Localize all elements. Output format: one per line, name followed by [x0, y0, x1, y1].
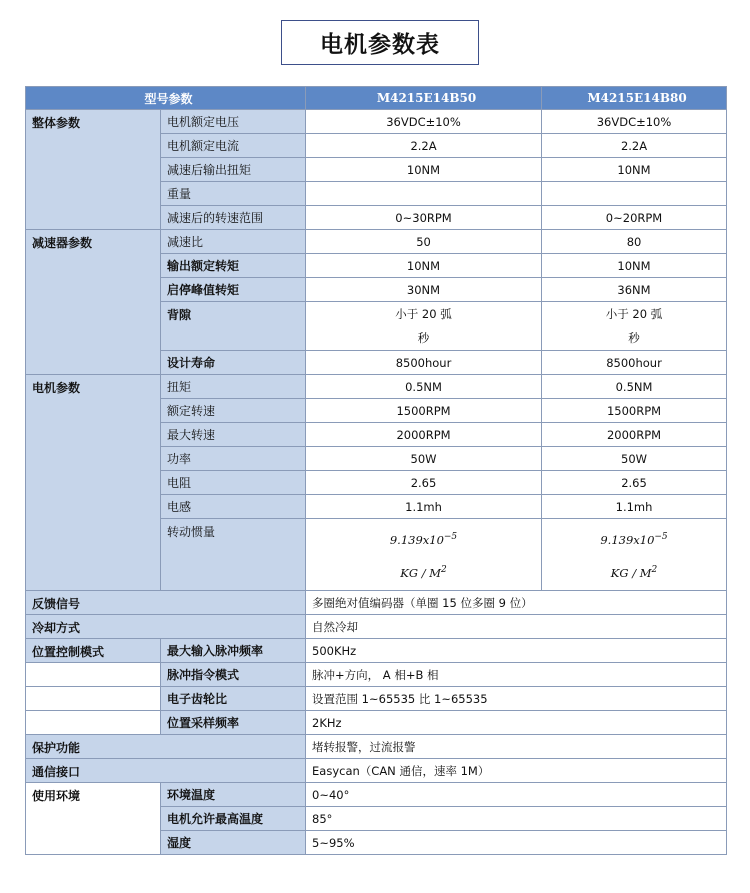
row-label: 重量 [161, 182, 306, 206]
row-label: 减速比 [161, 230, 306, 254]
row-value: 2KHz [306, 711, 727, 735]
inertia-unit-exponent: 2 [441, 564, 447, 575]
inertia-base: 9.139x10 [600, 532, 655, 547]
group-reducer: 减速器参数 [26, 230, 161, 375]
row-label: 功率 [161, 447, 306, 471]
row-label: 扭矩 [161, 375, 306, 399]
value-a: 36VDC±10% [306, 110, 542, 134]
row-value: 85° [306, 807, 727, 831]
value-a: 1.1mh [306, 495, 542, 519]
row-value: 脉冲+方向， A 相+B 相 [306, 663, 727, 687]
table-row [26, 759, 727, 783]
inertia-unit: KG / M [400, 565, 442, 580]
value-a: 8500hour [306, 351, 542, 375]
value-b: 10NM [542, 158, 727, 182]
row-label: 减速后的转速范围 [161, 206, 306, 230]
table-row [26, 591, 727, 615]
value-b [542, 182, 727, 206]
table-row [26, 110, 727, 134]
row-value: 设置范围 1~65535 比 1~65535 [306, 687, 727, 711]
parameter-table [25, 86, 727, 855]
feedback-value: 多圈绝对值编码器（单圈 15 位多圈 9 位） [306, 591, 727, 615]
inertia-unit: KG / M [610, 565, 652, 580]
row-value: 500KHz [306, 639, 727, 663]
value-b: 2.65 [542, 471, 727, 495]
value-b: 1.1mh [542, 495, 727, 519]
value-b: 0.5NM [542, 375, 727, 399]
value-a: 0.5NM [306, 375, 542, 399]
inertia-base: 9.139x10 [389, 532, 444, 547]
value-a: 2.65 [306, 471, 542, 495]
value-b: 2000RPM [542, 423, 727, 447]
value-b: 50W [542, 447, 727, 471]
value-a: 50 [306, 230, 542, 254]
value-a: 2.2A [306, 134, 542, 158]
table-row [26, 230, 727, 254]
group-environment: 使用环境 [26, 783, 161, 855]
value-a: 50W [306, 447, 542, 471]
cooling-value: 自然冷却 [306, 615, 727, 639]
value-b: 8500hour [542, 351, 727, 375]
table-row [26, 663, 727, 687]
group-motor: 电机参数 [26, 375, 161, 591]
row-label: 输出额定转矩 [161, 254, 306, 278]
header-row [26, 87, 727, 110]
value-a: 小于 20 弧 秒 [306, 302, 542, 351]
row-value: 0~40° [306, 783, 727, 807]
row-label: 电子齿轮比 [161, 687, 306, 711]
blank-cell [26, 711, 161, 735]
row-label: 启停峰值转矩 [161, 278, 306, 302]
table-row [26, 735, 727, 759]
row-value: 5~95% [306, 831, 727, 855]
value-b: 1500RPM [542, 399, 727, 423]
row-label: 减速后输出扭矩 [161, 158, 306, 182]
value-b: 2.2A [542, 134, 727, 158]
group-overall: 整体参数 [26, 110, 161, 230]
comm-value: Easycan（CAN 通信，速率 1M） [306, 759, 727, 783]
table-row [26, 639, 727, 663]
row-label: 设计寿命 [161, 351, 306, 375]
table-row [26, 711, 727, 735]
value-a [306, 182, 542, 206]
inertia-value-b [542, 519, 727, 591]
blank-cell [26, 687, 161, 711]
row-label: 转动惯量 [161, 519, 306, 591]
cooling-label: 冷却方式 [26, 615, 306, 639]
row-label: 电机额定电压 [161, 110, 306, 134]
row-label: 额定转速 [161, 399, 306, 423]
header-model-a: M4215E14B50 [306, 87, 542, 110]
page-title: 电机参数表 [281, 20, 479, 65]
row-label: 环境温度 [161, 783, 306, 807]
blank-cell [26, 663, 161, 687]
group-position: 位置控制模式 [26, 639, 161, 663]
value-a: 2000RPM [306, 423, 542, 447]
header-model-b: M4215E14B80 [542, 87, 727, 110]
value-b: 36VDC±10% [542, 110, 727, 134]
value-a: 30NM [306, 278, 542, 302]
feedback-label: 反馈信号 [26, 591, 306, 615]
table-row [26, 375, 727, 399]
inertia-value-a [306, 519, 542, 591]
row-label: 电阻 [161, 471, 306, 495]
value-b: 0~20RPM [542, 206, 727, 230]
table-row [26, 687, 727, 711]
inertia-exponent: −5 [443, 531, 458, 542]
value-a: 10NM [306, 254, 542, 278]
row-label: 背隙 [161, 302, 306, 351]
value-b: 小于 20 弧 秒 [542, 302, 727, 351]
inertia-unit-exponent: 2 [651, 564, 658, 575]
protection-value: 堵转报警，过流报警 [306, 735, 727, 759]
row-label: 最大转速 [161, 423, 306, 447]
value-b: 10NM [542, 254, 727, 278]
row-label: 最大输入脉冲频率 [161, 639, 306, 663]
row-label: 电机允许最高温度 [161, 807, 306, 831]
protection-label: 保护功能 [26, 735, 306, 759]
row-label: 位置采样频率 [161, 711, 306, 735]
value-a: 10NM [306, 158, 542, 182]
table-row [26, 783, 727, 807]
inertia-exponent: −5 [654, 531, 668, 542]
value-a: 0~30RPM [306, 206, 542, 230]
row-label: 电感 [161, 495, 306, 519]
row-label: 湿度 [161, 831, 306, 855]
table-row [26, 615, 727, 639]
value-b: 80 [542, 230, 727, 254]
value-a: 1500RPM [306, 399, 542, 423]
comm-label: 通信接口 [26, 759, 306, 783]
row-label: 脉冲指令模式 [161, 663, 306, 687]
row-label: 电机额定电流 [161, 134, 306, 158]
value-b: 36NM [542, 278, 727, 302]
header-param: 型号参数 [26, 87, 306, 110]
